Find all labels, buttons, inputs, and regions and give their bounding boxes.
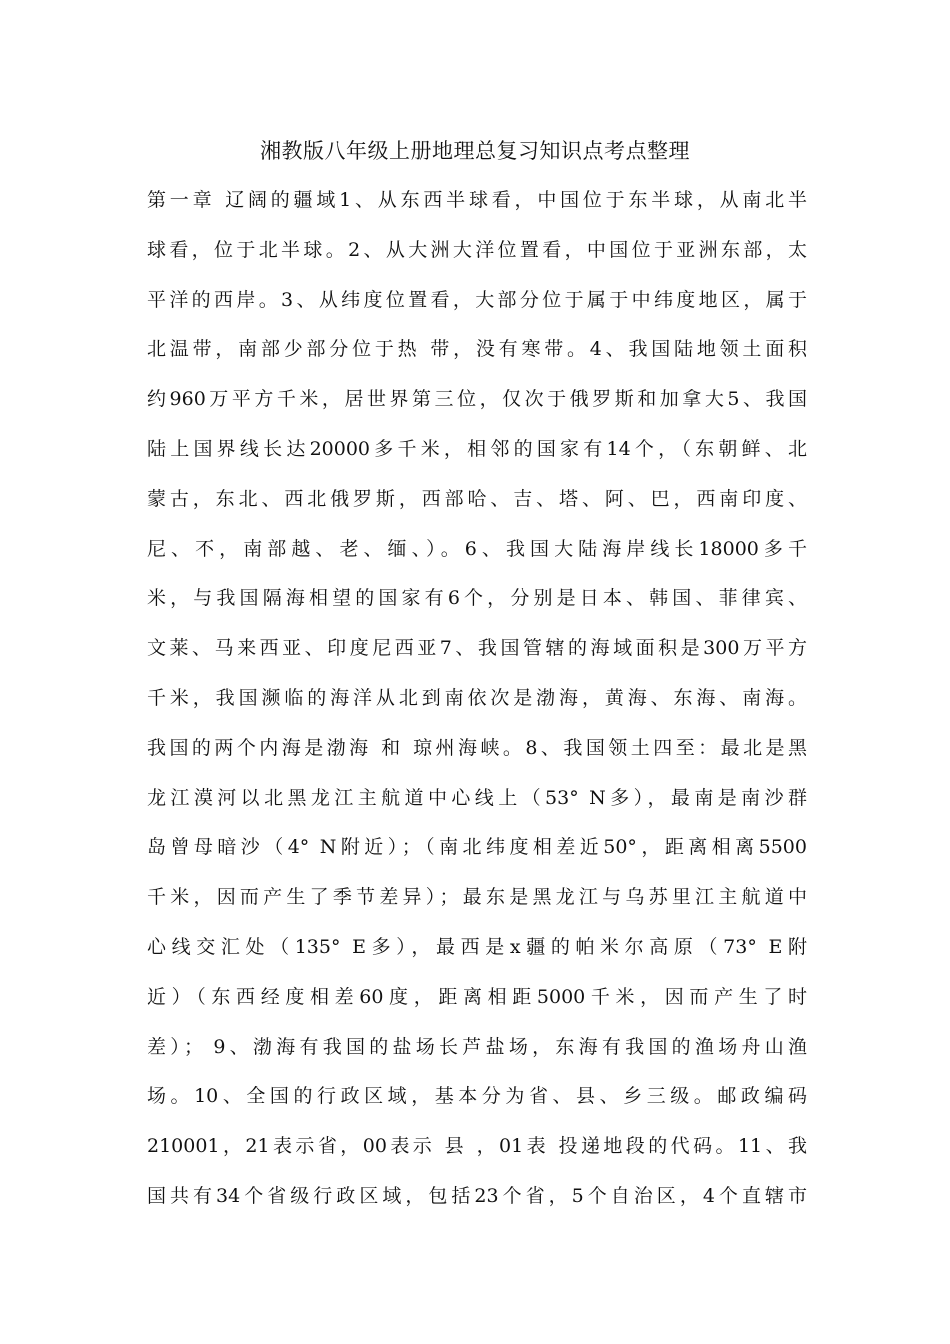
text-line-7: 蒙古，东北、西北俄罗斯，西部哈、吉、塔、阿、巴，西南印度、 [147,487,807,510]
text-line-19: 场。10、全国的行政区域，基本分为省、县、乡三级。邮政编码 [147,1085,807,1108]
text-line-4: 北温带，南部少部分位于热 带，没有寒带。4、我国陆地领土面积 [147,338,807,361]
text-line-12: 我国的两个内海是渤海 和 琼州海峡。8、我国领土四至：最北是黑 [147,736,807,759]
document-title: 湘教版八年级上册地理总复习知识点考点整理 [260,139,690,163]
text-line-10: 文莱、马来西亚、印度尼西亚7、我国管辖的海域面积是300万平方 [147,637,807,660]
text-line-18: 差）； 9、渤海有我国的盐场长芦盐场，东海有我国的渔场舟山渔 [147,1035,807,1058]
text-line-20: 210001，21表示省，00表示 县 ，01表 投递地段的代码。11、我 [147,1135,807,1158]
text-line-3: 平洋的西岸。3、从纬度位置看，大部分位于属于中纬度地区，属于 [147,288,807,311]
text-line-8: 尼、不，南部越、老、缅、）。6、我国大陆海岸线长18000多千 [147,537,807,560]
text-line-17: 近）（东西经度相差60度，距离相距5000千米，因而产生了时 [147,985,807,1008]
text-line-11: 千米，我国濒临的海洋从北到南依次是渤海，黄海、东海、南海。 [147,686,807,709]
text-line-6: 陆上国界线长达20000多千米，相邻的国家有14个，（东朝鲜、北 [147,437,807,460]
text-line-14: 岛曾母暗沙（4° N附近）；（南北纬度相差近50°，距离相离5500 [147,836,807,859]
text-line-16: 心线交汇处（135° E多），最西是x疆的帕米尔高原（73° E附 [147,935,807,958]
text-line-2: 球看，位于北半球。2、从大洲大洋位置看，中国位于亚洲东部，太 [147,238,807,261]
text-line-15: 千米，因而产生了季节差异）；最东是黑龙江与乌苏里江主航道中 [147,886,807,909]
text-line-1: 第一章 辽阔的疆域1、从东西半球看，中国位于东半球，从南北半 [147,189,807,211]
text-line-5: 约960万平方千米，居世界第三位，仅次于俄罗斯和加拿大5、我国 [147,388,807,411]
text-line-13: 龙江漠河以北黑龙江主航道中心线上（53° N多），最南是南沙群 [147,786,807,809]
text-line-21: 国共有34个省级行政区域，包括23个省，5个自治区，4个直辖市 [147,1184,807,1207]
text-line-9: 米，与我国隔海相望的国家有6个，分别是日本、韩国、菲律宾、 [147,587,807,610]
document-body [147,182,807,1228]
